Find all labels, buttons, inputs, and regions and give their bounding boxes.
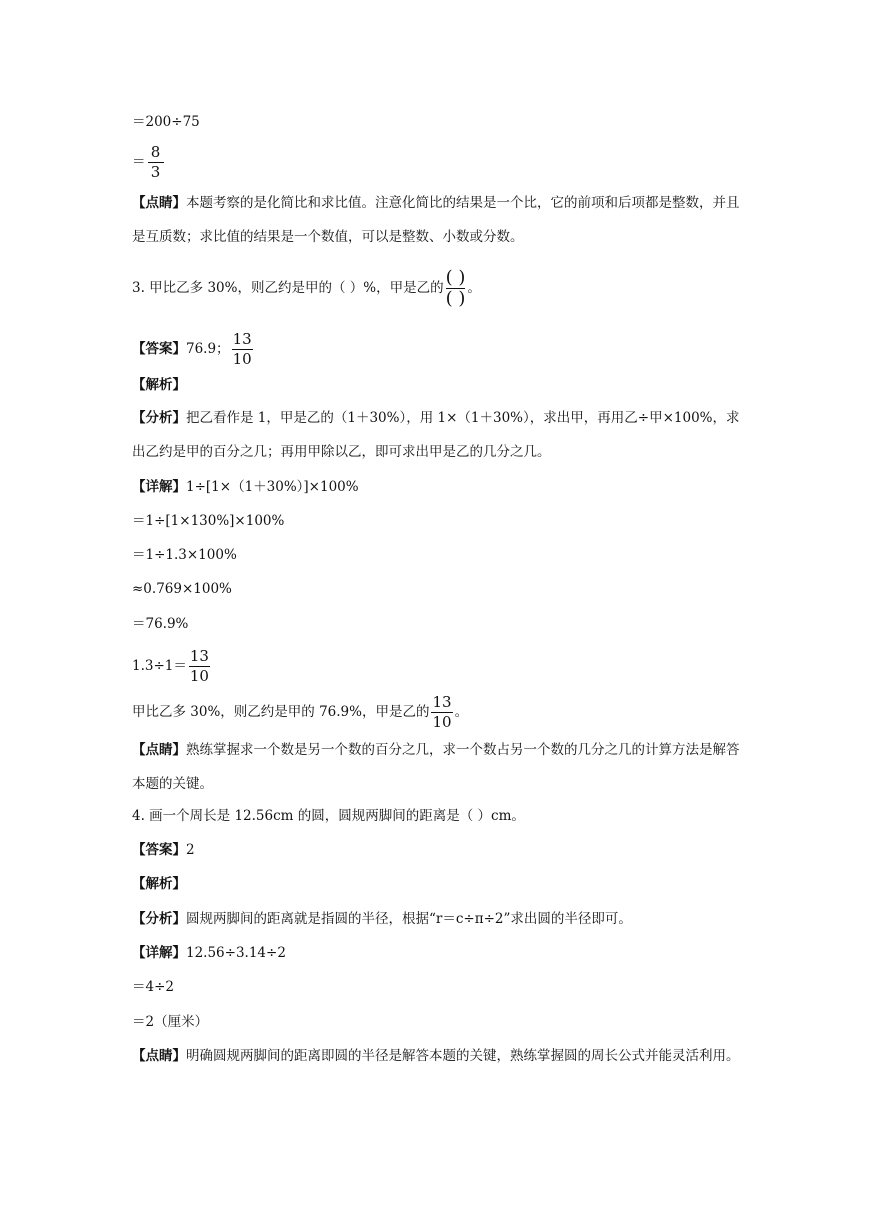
- question-3-answer: [132, 330, 255, 369]
- denominator: 10: [232, 350, 252, 368]
- dianjing-paragraph: [132, 733, 740, 801]
- dianjing-tag: 【点睛】: [132, 742, 186, 758]
- answer-text: 2: [186, 842, 195, 858]
- xiangjie-text: 12.56÷3.14÷2: [186, 945, 286, 961]
- question-3-text: 3. 甲比乙多 30%，则乙约是甲的（ ）%，甲是乙的: [132, 280, 444, 296]
- xiangjie-line: [132, 943, 286, 963]
- question-3: [132, 268, 481, 309]
- xiangjie-tag: 【详解】: [132, 479, 186, 495]
- fenxi-tag: 【分析】: [132, 410, 186, 426]
- fenxi-text: 把乙看作是 1，甲是乙的（1＋30%），用 1×（1＋30%），求出甲，再用乙÷甲×100%，求出乙约是甲的百分之几；再用甲除以乙，即可求出甲是乙的几分之几。: [132, 410, 740, 460]
- calc-line: ＝200÷75: [132, 114, 200, 130]
- question-3-end: 。: [467, 280, 481, 296]
- dianjing-text: 熟练掌握求一个数是另一个数的百分之几，求一个数占另一个数的几分之几的计算方法是解答本题的关键。: [132, 742, 740, 792]
- calc-line: ＝1÷[1×130%]×100%: [132, 513, 285, 529]
- denominator: 3: [150, 163, 161, 181]
- fraction: [148, 143, 164, 182]
- fraction: [431, 693, 452, 732]
- calc-line-fraction: [132, 143, 166, 182]
- answer-tag: 【答案】: [132, 341, 186, 357]
- blank-denominator: ( ): [445, 288, 466, 309]
- dianjing-paragraph: [132, 1039, 740, 1073]
- calc-prefix: 1.3÷1＝: [132, 658, 187, 674]
- denominator: 10: [189, 667, 209, 685]
- dianjing-text: 明确圆规两脚间的距离即圆的半径是解答本题的关键，熟练掌握圆的周长公式并能灵活利用。: [186, 1048, 740, 1064]
- conclusion-end: 。: [454, 704, 469, 720]
- dianjing-tag: 【点睛】: [132, 1048, 186, 1064]
- conclusion-text: 甲比乙多 30%，则乙约是甲的 76.9%，甲是乙的: [132, 704, 430, 720]
- calc-line: ＝1÷1.3×100%: [132, 547, 237, 563]
- calc-line: ＝2（厘米）: [132, 1014, 209, 1030]
- numerator: 13: [189, 647, 209, 665]
- denominator: 10: [432, 713, 452, 731]
- answer-fraction: [232, 330, 253, 369]
- calc-line: ＝76.9%: [132, 616, 189, 632]
- calc-line: ≈0.769×100%: [132, 581, 232, 597]
- jiexi-label: 【解析】: [132, 377, 186, 393]
- xiangjie-tag: 【详解】: [132, 945, 186, 961]
- question-4: 4. 画一个周长是 12.56cm 的圆，圆规两脚间的距离是（ ）cm。: [132, 808, 525, 824]
- xiangjie-text: 1÷[1×（1＋30%）]×100%: [186, 479, 359, 495]
- conclusion-line: [132, 693, 468, 732]
- dianjing-tag: 【点睛】: [132, 195, 186, 211]
- answer-tag: 【答案】: [132, 842, 186, 858]
- numerator: 13: [432, 693, 452, 711]
- dianjing-text: 本题考察的是化简比和求比值。注意化简比的结果是一个比，它的前项和后项都是整数，并且是互质数；求比值的结果是一个数值，可以是整数、小数或分数。: [132, 195, 740, 245]
- fenxi-text: 圆规两脚间的距离就是指圆的半径，根据“r＝c÷π÷2”求出圆的半径即可。: [186, 911, 632, 927]
- xiangjie-line: [132, 477, 359, 497]
- answer-text: 76.9；: [186, 341, 230, 357]
- numerator: 13: [232, 330, 252, 348]
- calc-line: ＝4÷2: [132, 979, 174, 995]
- fenxi-paragraph: [132, 401, 740, 469]
- calc-line-fraction: [132, 647, 212, 686]
- jiexi-label: 【解析】: [132, 876, 186, 892]
- fenxi-tag: 【分析】: [132, 911, 186, 927]
- dianjing-paragraph: [132, 186, 740, 254]
- fenxi-line: [132, 909, 632, 929]
- numerator: 8: [150, 143, 161, 161]
- blank-numerator: ( ): [445, 267, 466, 288]
- equals-sign: ＝: [132, 154, 146, 170]
- blank-fraction: [446, 268, 466, 309]
- question-4-answer: [132, 840, 195, 860]
- fraction: [189, 647, 210, 686]
